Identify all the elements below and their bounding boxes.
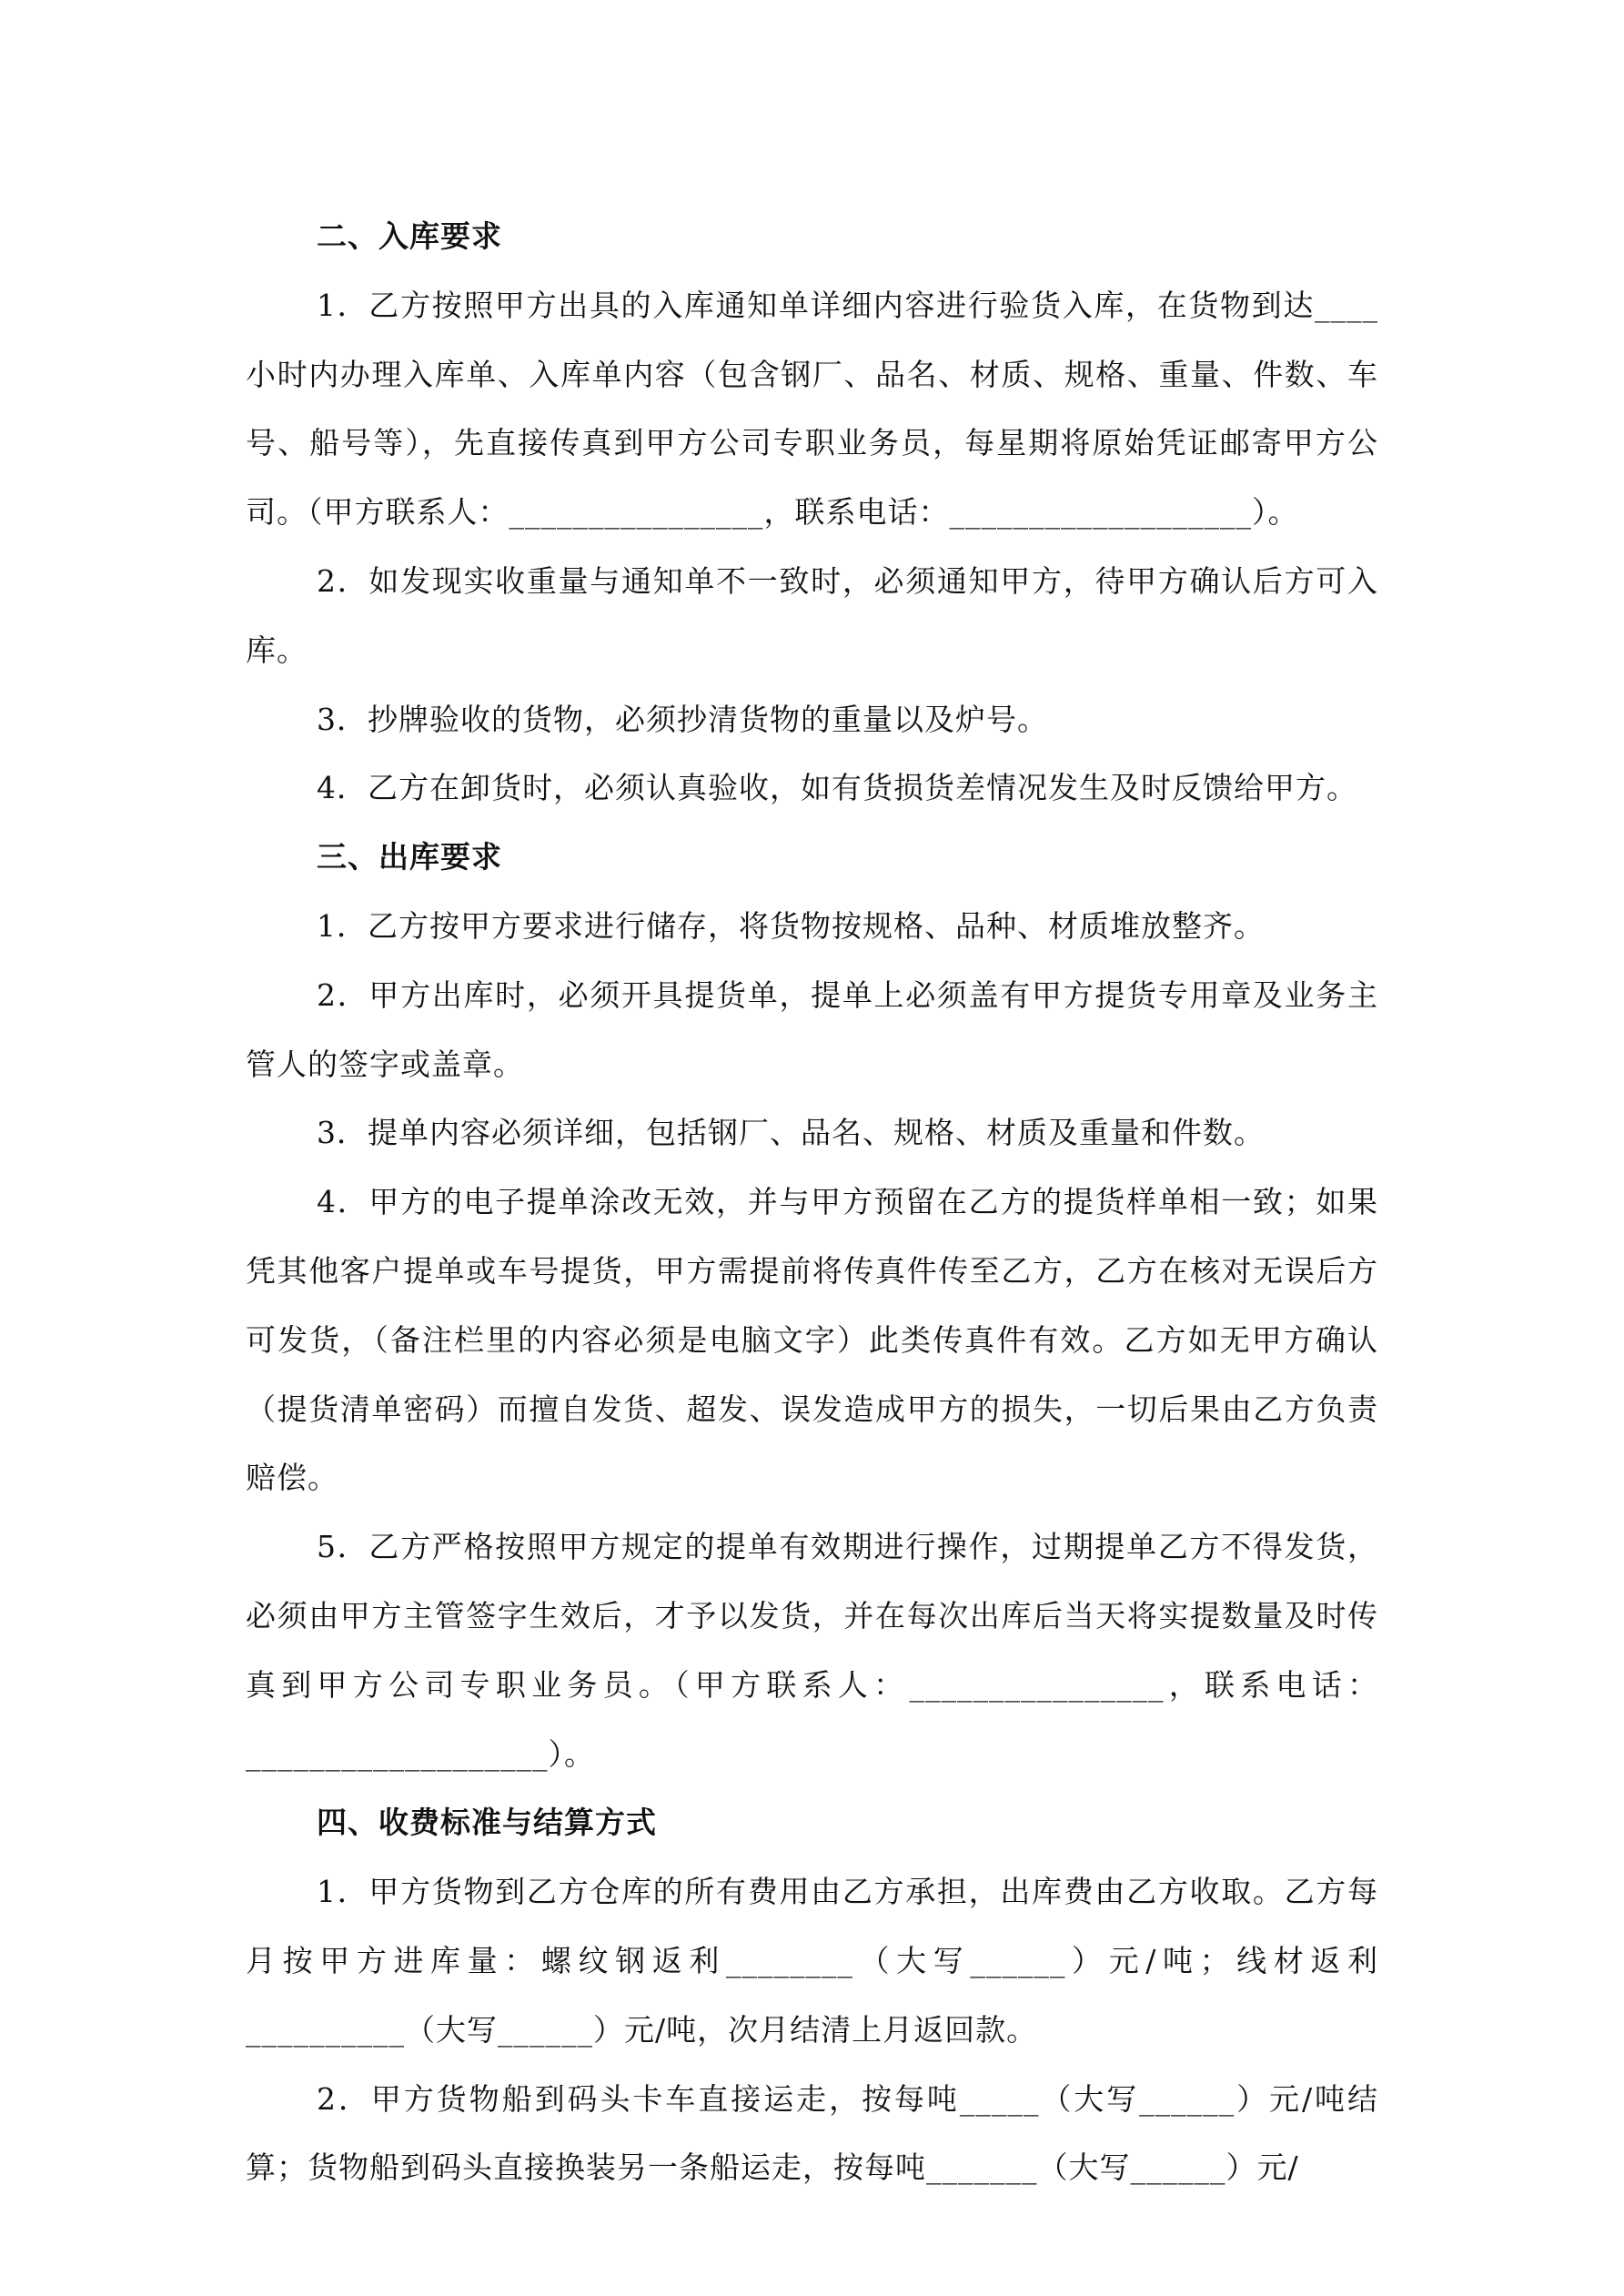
section-inbound [246, 202, 1378, 823]
clause-paragraph: 2．如发现实收重量与通知单不一致时，必须通知甲方，待甲方确认后方可入库。 [246, 562, 1378, 668]
section-heading: 四、收费标准与结算方式 [317, 1805, 657, 1841]
clause-paragraph: 3．提单内容必须详细，包括钢厂、品名、规格、材质及重量和件数。 [317, 1115, 1265, 1151]
section-outbound [246, 823, 1378, 1788]
clause-paragraph: 1．乙方按照甲方出具的入库通知单详细内容进行验货入库，在货物到达____小时内办理入库单、入库单内容（包含钢厂、品名、材质、规格、重量、件数、车号、船号等），先直接传真到甲方公司专职业务员，每星期将原始凭证邮寄甲方公司。（甲方联系人：________________，联系电话：___________________）。 [246, 287, 1378, 531]
clause-paragraph: 1．甲方货物到乙方仓库的所有费用由乙方承担，出库费由乙方收取。乙方每月按甲方进库量：螺纹钢返利________（大写______）元/吨；线材返利__________（大写______）元/吨，次月结清上月返回款。 [246, 1874, 1378, 2048]
section-heading: 三、出库要求 [317, 839, 502, 875]
clause-paragraph: 2．甲方货物船到码头卡车直接运走，按每吨_____（大写______）元/吨结算；货物船到码头直接换装另一条船运走，按每吨_______（大写______）元/ [246, 2080, 1378, 2186]
clause-paragraph: 1．乙方按甲方要求进行储存，将货物按规格、品种、材质堆放整齐。 [317, 907, 1265, 944]
document-page [246, 202, 1378, 2202]
clause-paragraph: 5．乙方严格按照甲方规定的提单有效期进行操作，过期提单乙方不得发货，必须由甲方主管签字生效后，才予以发货，并在每次出库后当天将实提数量及时传真到甲方公司专职业务员。（甲方联系人：________________，联系电话：___________________）。 [246, 1529, 1378, 1772]
clause-paragraph: 4．甲方的电子提单涂改无效，并与甲方预留在乙方的提货样单相一致；如果凭其他客户提单或车号提货，甲方需提前将传真件传至乙方，乙方在核对无误后方可发货，（备注栏里的内容必须是电脑文字）此类传真件有效。乙方如无甲方确认（提货清单密码）而擅自发货、超发、误发造成甲方的损失，一切后果由乙方负责赔偿。 [246, 1184, 1378, 1496]
clause-paragraph: 4．乙方在卸货时，必须认真验收，如有货损货差情况发生及时反馈给甲方。 [317, 770, 1357, 806]
clause-paragraph: 3．抄牌验收的货物，必须抄清货物的重量以及炉号。 [317, 701, 1048, 737]
section-fees [246, 1788, 1378, 2202]
clause-paragraph: 2．甲方出库时，必须开具提货单，提单上必须盖有甲方提货专用章及业务主管人的签字或盖章。 [246, 976, 1378, 1082]
section-heading: 二、入库要求 [317, 218, 502, 254]
